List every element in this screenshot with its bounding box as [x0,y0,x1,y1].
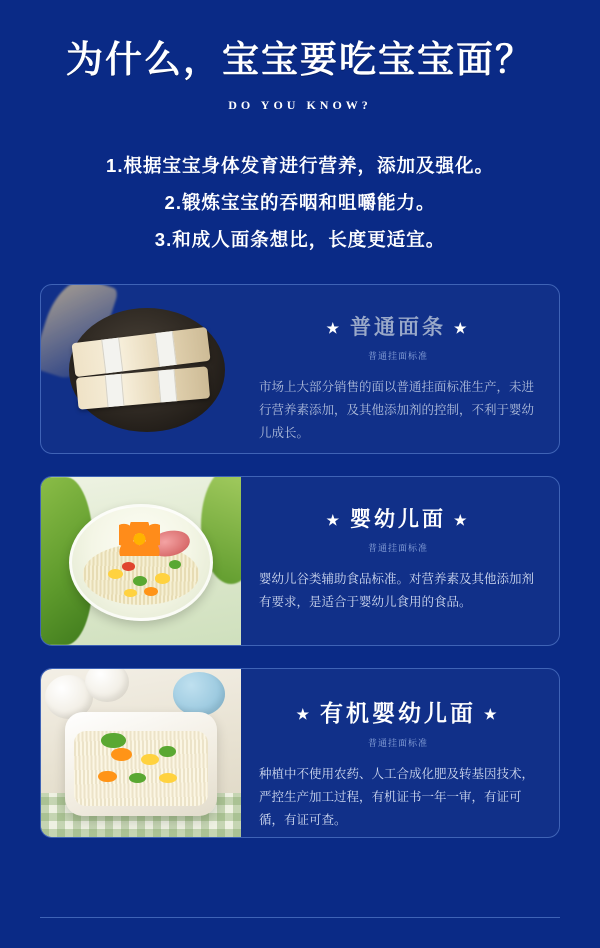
card-content [241,285,559,453]
card-description: 婴幼儿谷类辅助食品标准。对营养素及其他添加剂有要求，是适合于婴幼儿食用的食品。 [259,571,535,609]
baby-noodle-soup-photo [41,477,241,645]
card-title-text: 普通面条 [350,315,446,339]
card-title [259,311,537,341]
card-content [241,669,559,837]
list-item: 2.锻炼宝宝的吞咽和咀嚼能力。 [164,191,436,213]
star-icon: ★ [326,511,342,528]
list-item: 1.根据宝宝身体发育进行营养，添加及强化。 [106,154,494,176]
card-title [259,695,537,728]
star-icon: ★ [326,319,342,336]
star-icon: ★ [296,706,312,723]
list-item: 3.和成人面条想比，长度更适宜。 [154,228,446,250]
card-description: 市场上大部分销售的面以普通挂面标准生产，未进行营养素添加，及其他添加剂的控制，不利于婴幼儿成长。 [259,379,535,440]
plain-noodles-photo [41,285,241,453]
card-subtitle: 普通挂面标准 [367,542,428,553]
organic-baby-noodle-photo [41,669,241,837]
star-icon: ★ [454,511,470,528]
card-description: 种植中不使用农药、人工合成化肥及转基因技术，严控生产加工过程，有机证书一年一审，有证可循，有证可查。 [259,766,535,827]
card-baby-noodles [40,476,560,646]
star-icon: ★ [484,706,500,723]
card-plain-noodles [40,284,560,454]
card-subtitle: 普通挂面标准 [367,350,428,361]
benefits-list [0,147,600,258]
card-title-text: 婴幼儿面 [350,507,446,531]
footer-divider [40,917,560,918]
page-subtitle: DO YOU KNOW? [228,97,372,112]
card-content [241,477,559,645]
card-organic-baby-noodles [40,668,560,838]
card-title-text: 有机婴幼儿面 [320,699,476,726]
card-subtitle: 普通挂面标准 [367,737,428,748]
star-icon: ★ [454,319,470,336]
card-title [259,503,537,533]
comparison-cards [0,284,600,838]
page-header [0,0,600,113]
page-title: 为什么，宝宝要吃宝宝面？ [66,39,534,80]
